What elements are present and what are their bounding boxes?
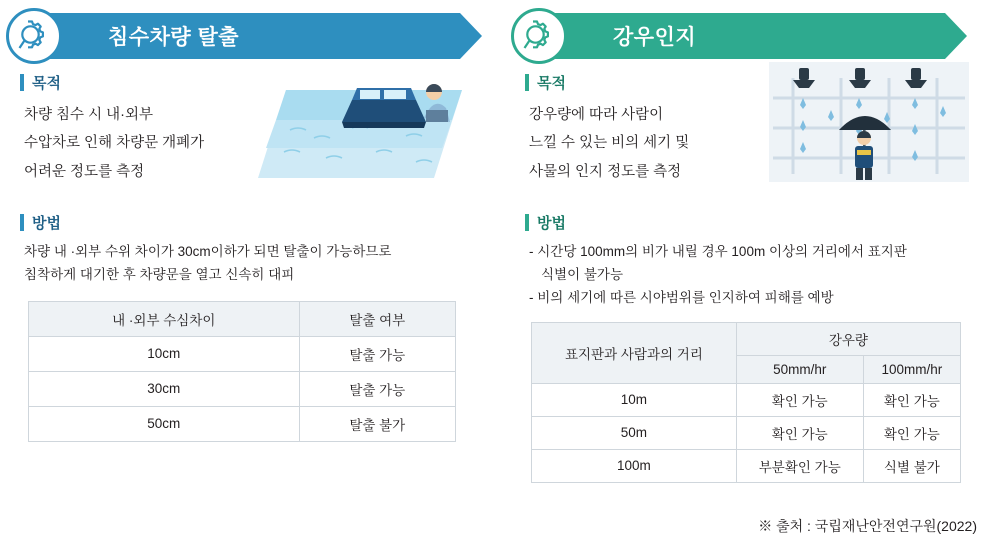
right-method-line3: - 비의 세기에 따른 시야범위를 인지하여 피해를 예방 — [529, 289, 834, 305]
right-banner-title: 강우인지 — [613, 26, 697, 49]
left-method-line1: 차량 내 ·외부 수위 차이가 30cm이하가 되면 탈출이 가능하므로 — [24, 243, 392, 259]
table-header-cell: 내 ·외부 수심차이 — [29, 301, 300, 336]
right-method-label: 방법 — [537, 214, 566, 232]
table-cell: 탈출 가능 — [299, 336, 455, 371]
table-header-cell: 50mm/hr — [736, 355, 863, 383]
table-row — [29, 336, 456, 371]
left-banner — [36, 13, 460, 59]
table-cell: 확인 가능 — [736, 416, 863, 449]
heading-accent-bar — [525, 214, 529, 231]
left-banner-title: 침수차량 탈출 — [108, 26, 240, 49]
table-row — [29, 371, 456, 406]
left-purpose-block — [0, 72, 490, 186]
left-purpose-label: 목적 — [32, 75, 61, 92]
flood-escape-table — [28, 301, 456, 442]
table-cell: 확인 가능 — [736, 383, 863, 416]
left-method-heading — [20, 212, 490, 233]
magnifier-gear-icon — [6, 8, 62, 64]
right-purpose-block — [505, 72, 991, 186]
table-cell: 확인 가능 — [863, 383, 960, 416]
left-purpose-line3: 어려운 정도를 측정 — [24, 163, 145, 180]
heading-accent-bar — [20, 214, 24, 231]
table-header-row — [29, 301, 456, 336]
banner-arrow-shape — [460, 13, 482, 59]
banner-arrow-shape — [945, 13, 967, 59]
table-cell: 10m — [532, 383, 737, 416]
panel-rain-perception — [505, 0, 991, 483]
right-purpose-label: 목적 — [537, 75, 566, 92]
right-purpose-line3: 사물의 인지 정도를 측정 — [529, 163, 682, 180]
table-cell: 10cm — [29, 336, 300, 371]
table-cell: 50m — [532, 416, 737, 449]
table-cell: 식별 불가 — [863, 449, 960, 482]
table-cell: 부분확인 가능 — [736, 449, 863, 482]
table-header-cell: 100mm/hr — [863, 355, 960, 383]
right-method-line2: 식별이 불가능 — [541, 266, 623, 282]
rain-perception-illustration — [763, 54, 975, 184]
table-header-cell-rainfall-group: 강우량 — [736, 322, 960, 355]
source-note: ※ 출처 : 국립재난안전연구원(2022) — [758, 518, 977, 534]
right-method-text — [529, 241, 991, 310]
right-purpose-line2: 느낄 수 있는 비의 세기 및 — [529, 135, 690, 152]
flooded-car-illustration — [256, 66, 476, 188]
table-header-cell: 탈출 여부 — [299, 301, 455, 336]
rain-perception-table — [531, 322, 961, 483]
left-purpose-line1: 차량 침수 시 내·외부 — [24, 107, 153, 123]
left-method-label: 방법 — [32, 214, 61, 232]
left-banner-row — [0, 0, 490, 72]
table-cell: 100m — [532, 449, 737, 482]
table-header-cell-distance: 표지판과 사람과의 거리 — [532, 322, 737, 383]
table-cell: 확인 가능 — [863, 416, 960, 449]
right-method-heading — [525, 212, 991, 233]
left-purpose-line2: 수압차로 인해 차량문 개폐가 — [24, 135, 205, 152]
table-cell: 30cm — [29, 371, 300, 406]
left-method-line2: 침착하게 대기한 후 차량문을 열고 신속히 대피 — [24, 266, 295, 282]
table-header-row — [532, 322, 961, 355]
magnifier-gear-icon — [511, 8, 567, 64]
left-method-text — [24, 241, 490, 287]
right-banner — [541, 13, 945, 59]
table-row — [532, 383, 961, 416]
heading-accent-bar — [20, 74, 24, 91]
panel-flood-escape — [0, 0, 490, 442]
table-row — [532, 449, 961, 482]
table-cell: 탈출 가능 — [299, 371, 455, 406]
table-row — [29, 406, 456, 441]
table-row — [532, 416, 961, 449]
table-cell: 50cm — [29, 406, 300, 441]
right-purpose-line1: 강우량에 따라 사람이 — [529, 107, 664, 123]
right-method-line1: - 시간당 100mm의 비가 내릴 경우 100m 이상의 거리에서 표지판 — [529, 243, 907, 259]
heading-accent-bar — [525, 74, 529, 91]
table-cell: 탈출 불가 — [299, 406, 455, 441]
